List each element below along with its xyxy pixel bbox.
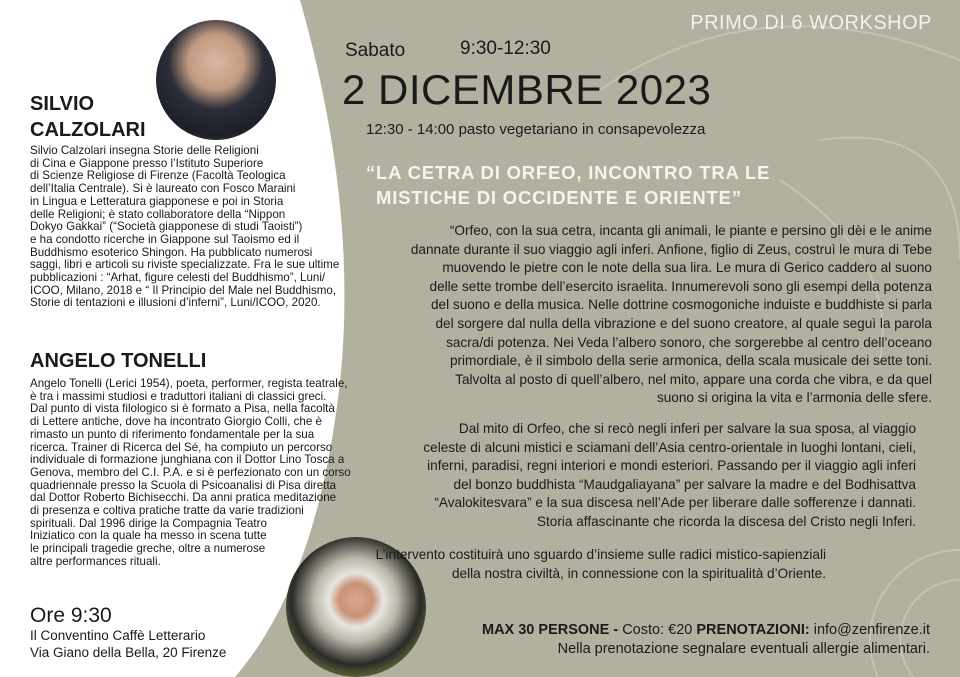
max-participants: MAX 30 PERSONE <box>481 622 610 638</box>
speaker-bio-line: pubblicazioni : “Arhat, figure celesti del Buddhismo”, Luni/ <box>30 271 326 285</box>
event-time: 9:30-12:30 <box>460 38 551 59</box>
description-line: sacra/di potenza. Nei Veda l’albero sonoro, che sorgerebbe al centro dell’oceano <box>446 334 932 350</box>
venue-time: Ore 9:30 <box>30 604 112 627</box>
description-line: L’intervento costituirà uno sguardo d’insieme sulle radici mistico-sapienziali <box>375 547 826 562</box>
speaker-bio-line: Angelo Tonelli (Lerici 1954), poeta, performer, regista teatrale, <box>30 377 348 390</box>
speaker-bio-line: saggi, libri e articoli su riviste specializzate. Fra le sue ultime <box>30 258 340 272</box>
description-line: del sorgere dal nulla della vibrazione e del suono creatore, al quale seguì la parola <box>435 315 932 331</box>
description-paragraph <box>356 420 916 532</box>
event-date: 2 DICEMBRE 2023 <box>342 66 712 113</box>
venue-info <box>30 627 226 661</box>
separator: - <box>609 622 623 638</box>
description-line: celeste di alcuni mistici e sciamani dell’Asia centro-orientale in luoghi lontani, cieli, <box>423 439 916 455</box>
speaker-name <box>30 91 146 143</box>
speaker-bio-line: spirituali. Dal 1996 dirige la Compagnia Teatro <box>30 516 267 530</box>
talk-title <box>366 160 770 210</box>
description-line: Storia affascinante che ricorda la discesa del Cristo negli Inferi. <box>536 513 916 529</box>
speaker-bio-line: rimasto un punto di riferimento fondamentale per la sua <box>30 427 315 441</box>
description-line: dannate durante il suo viaggio agli inferi. Anfione, figlio di Zeus, costruì le mura di Tebe <box>410 241 932 257</box>
speaker-bio <box>30 378 351 569</box>
speaker-bio-line: Iniziatico con la quale ha messo in scena tutte <box>30 529 267 543</box>
speaker-bio-line: Buddhismo esoterico Shingon. Ha pubblicato numerosi <box>30 245 313 259</box>
description-line: del bonzo buddhista “Maudgaliayana” per salvare la madre e del Bodhisattva <box>453 476 916 492</box>
description-line: primordiale, è il simbolo della serie armonica, della scala musicale dei sette toni. <box>449 353 932 369</box>
silvio-calzolari-photo <box>156 20 276 140</box>
speaker-bio-line: Dal punto di vista filologico si è formato a Pisa, nella facoltà <box>30 402 335 416</box>
booking-info <box>482 621 930 659</box>
speaker-bio-line: Dokyo Gakkai” (“Società giapponese di studi Taoisti”) <box>30 220 303 234</box>
booking-email[interactable]: info@zenfirenze.it <box>809 622 930 638</box>
speaker-bio <box>30 145 339 310</box>
speaker-bio-line: Storie di tentazioni e illusioni d’inferni”, Luni/ICOO, 2020. <box>30 296 321 310</box>
speaker-bio-line: Genova, membro del C.I. P.A. e si è perfezionato con un corso <box>30 465 351 479</box>
description-line: “Avalokitesvara” e la sua discesa nell’Ade per liberare dalle sofferenze i dannati. <box>434 495 916 511</box>
description-line: Talvolta al posto di quell’albero, nel mito, appare una corda che vibra, e da quel <box>455 371 932 387</box>
description-line: delle sette trombe dell’esercito israelita. Innumerevoli sono gli esempi della potenza <box>429 278 932 294</box>
speaker-name-line: SILVIO <box>30 93 95 115</box>
speaker-bio-line: di Lettere antiche, dove ha incontrato Giorgio Colli, che è <box>30 415 322 429</box>
description-line: inferni, paradisi, regni interiori e mondi esteriori. Passando per il viaggio agli inferi <box>427 458 916 474</box>
talk-title-line: MISTICHE DI OCCIDENTE E ORIENTE” <box>376 187 742 208</box>
speaker-bio-line: dal Dottor Roberto Bichisecchi. Da anni pratica meditazione <box>30 491 337 505</box>
workshop-series-tag: PRIMO DI 6 WORKSHOP <box>690 12 932 34</box>
description-line: della nostra civiltà, in connessione con la spiritualità d’Oriente. <box>451 565 826 581</box>
speaker-bio-line: ricerca. Trainer di Ricerca del Sé, ha compiuto un percorso <box>30 440 333 454</box>
allergy-note: Nella prenotazione segnalare eventuali allergie alimentari. <box>557 641 930 657</box>
description-line: “Orfeo, con la sua cetra, incanta gli animali, le piante e persino gli dèi e le anime <box>449 223 932 238</box>
speaker-bio-line: e ha condotto ricerche in Giappone sul Taoismo ed il <box>30 232 300 246</box>
speaker-bio-line: di Cina e Giappone presso l’Istituto Superiore <box>30 156 264 170</box>
lunch-info: 12:30 - 14:00 pasto vegetariano in consapevolezza <box>366 121 706 138</box>
speaker-bio-line: altre performances rituali. <box>30 554 161 568</box>
speaker-bio-line: è tra i massimi studiosi e traduttori italiani di classici greci. <box>30 389 327 403</box>
speaker-bio-line: Silvio Calzolari insegna Storie delle Religioni <box>30 144 259 157</box>
description-line: suono si origina la vita e l’armonia delle sfere. <box>656 390 932 406</box>
speaker-bio-line: quadriennale presso la Scuola di Psicoanalisi di Pisa diretta <box>30 478 337 492</box>
booking-label: PRENOTAZIONI: <box>696 622 810 638</box>
speaker-bio-line: ICOO, Milano, 2018 e “ Il Principio del Male nel Buddhismo, <box>30 283 337 297</box>
speaker-name-line: ANGELO TONELLI <box>30 350 207 372</box>
speaker-name-line: CALZOLARI <box>30 119 146 141</box>
speaker-bio-line: dell’Italia Centrale). Si è laureato con Fosco Maraini <box>30 182 296 196</box>
speaker-bio-line: le principali tragedie greche, oltre a numerose <box>30 542 266 556</box>
venue-address: Via Giano della Bella, 20 Firenze <box>30 645 227 660</box>
cost: Costo: €20 <box>622 622 697 638</box>
speaker-bio-line: di presenza e coltiva pratiche tratte da varie tradizioni <box>30 504 304 518</box>
speaker-bio-line: di Scienze Religiose di Firenze (Facoltà Teologica <box>30 169 286 183</box>
speaker-name <box>30 348 206 374</box>
description-paragraph <box>356 222 932 408</box>
description-paragraph <box>360 546 826 583</box>
description-line: del suono e della musica. Nelle dottrine cosmogoniche induiste e buddhiste si parla <box>430 297 932 313</box>
speaker-bio-line: individuale di formazione junghiana con il Dottor Lino Tosca a <box>30 453 345 467</box>
venue-place: Il Conventino Caffè Letterario <box>30 628 206 643</box>
talk-title-line: “LA CETRA DI ORFEO, INCONTRO TRA LE <box>366 162 771 183</box>
description-line: Dal mito di Orfeo, che si recò negli inferi per salvare la sua sposa, al viaggio <box>458 421 916 436</box>
description-line: muovendo le pietre con le note della sua lira. Le mura di Gerico caddero al suono <box>442 260 932 276</box>
event-day: Sabato <box>345 40 406 61</box>
speaker-bio-line: in Lingua e Letteratura giapponese e poi in Storia <box>30 194 284 208</box>
speaker-bio-line: delle Religioni; è stato collaboratore della “Nippon <box>30 207 286 221</box>
